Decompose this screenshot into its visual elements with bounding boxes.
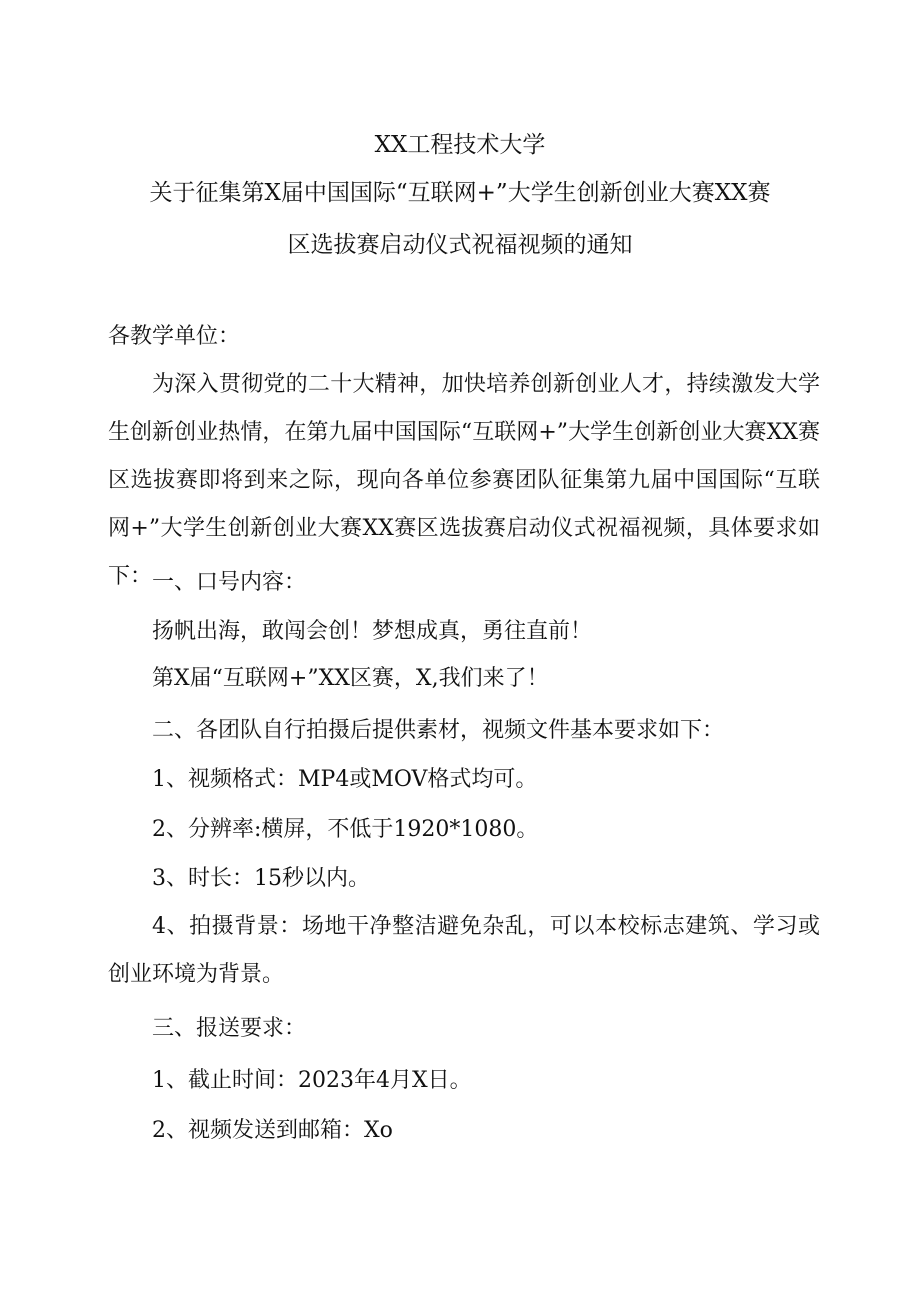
title-line-subject: 关于征集第X届中国国际“互联网+”大学生创新创业大赛XX赛 [149,180,771,206]
salutation: 各教学单位： [108,324,241,349]
section1-heading: 一、口号内容： [152,570,307,595]
intro-paragraph: 为深入贯彻党的二十大精神，加快培养创新创业人才，持续激发大学生创新创业热情，在第九届中国国际“互联网+”大学生创新创业大赛XX赛区选拔赛即将到来之际，现向各单位参赛团队征集第九届中国国际“互联网+”大学生创新创业大赛XX赛区选拔赛启动仪式祝福视频，具体要求如下： [108,372,820,589]
requirement-item: 3、时长：15秒以内。 [152,866,370,891]
submission-item: 2、视频发送到邮箱：Xo [152,1118,393,1143]
requirement-item: 1、视频格式：MP4或MOV格式均可。 [152,767,538,792]
slogan-line: 第X届“互联网+”XX区赛，X,我们来了！ [152,666,549,691]
slogan-line: 扬帆出海，敢闯会创！梦想成真，勇往直前！ [152,619,593,644]
submission-item: 1、截止时间：2023年4月X日。 [152,1068,472,1093]
requirement-item: 2、分辨率:横屏，不低于1920*1080。 [152,817,539,842]
title-line-subject-cont: 区选拔赛启动仪式祝福视频的通知 [287,232,633,258]
requirement-item: 4、拍摄背景：场地干净整洁避免杂乱，可以本校标志建筑、学习或创业环境为背景。 [108,914,820,987]
section3-heading: 三、报送要求： [152,1016,307,1041]
title-line-university: XX工程技术大学 [374,132,546,158]
section2-heading: 二、各团队自行拍摄后提供素材，视频文件基本要求如下： [152,718,725,743]
